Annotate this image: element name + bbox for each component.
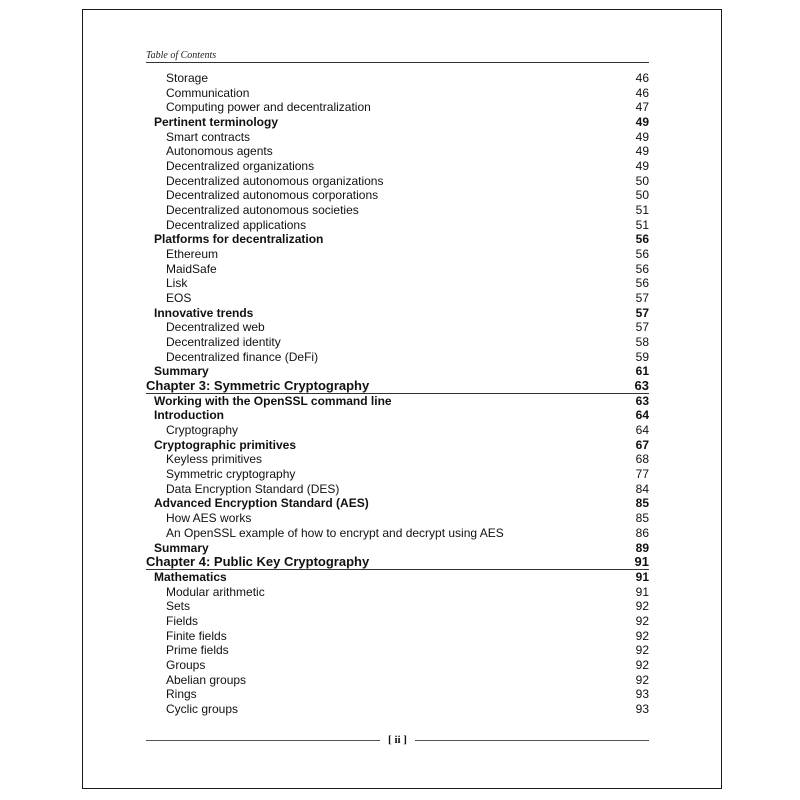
toc-entry-page: 91 [635,584,649,599]
toc-section-entry[interactable] [146,570,649,585]
toc-entry-title: Cyclic groups [166,701,239,716]
running-header: Table of Contents [146,50,217,61]
toc-entry-title: Decentralized web [166,320,265,335]
toc-subsection-entry[interactable] [146,100,649,115]
toc-section-entry[interactable] [146,232,649,247]
toc-entry-title: Decentralized applications [166,217,307,232]
toc-entry-title: Cryptographic primitives [154,437,297,452]
toc-subsection-entry[interactable] [146,262,649,277]
toc-subsection-entry[interactable] [146,144,649,159]
toc-entry-page: 56 [635,276,649,291]
toc-subsection-entry[interactable] [146,130,649,145]
toc-entry-title: An OpenSSL example of how to encrypt and decrypt using AES [166,525,504,540]
toc-subsection-entry[interactable] [146,350,649,365]
toc-entry-page: 92 [635,628,649,643]
toc-entry-title: Decentralized autonomous organizations [166,173,384,188]
toc-entry-title: Groups [166,657,206,672]
toc-section-entry[interactable] [146,394,649,409]
toc-entry-page: 64 [635,423,649,438]
toc-entry-title: Smart contracts [166,129,251,144]
toc-entry-title: Decentralized autonomous societies [166,203,359,218]
toc-subsection-entry[interactable] [146,320,649,335]
toc-entry-page: 89 [635,540,649,555]
toc-entry-page: 57 [635,305,649,320]
toc-entry-title: Finite fields [166,628,227,643]
toc-entry-page: 49 [635,129,649,144]
toc-entry-title: Introduction [154,408,224,423]
toc-entry-title: Ethereum [166,247,219,262]
toc-subsection-entry[interactable] [146,687,649,702]
toc-entry-page: 93 [635,687,649,702]
toc-section-entry[interactable] [146,408,649,423]
table-of-contents [146,71,649,717]
toc-entry-title: Computing power and decentralization [166,100,371,115]
toc-entry-title: How AES works [166,511,252,526]
toc-subsection-entry[interactable] [146,585,649,600]
toc-subsection-entry[interactable] [146,276,649,291]
toc-section-entry[interactable] [146,496,649,511]
toc-entry-page: 57 [635,291,649,306]
toc-subsection-entry[interactable] [146,174,649,189]
toc-entry-page: 51 [635,217,649,232]
toc-entry-title: Cryptography [166,423,239,438]
toc-entry-title: Summary [154,364,209,379]
toc-entry-page: 63 [634,378,649,394]
toc-subsection-entry[interactable] [146,203,649,218]
toc-subsection-entry[interactable] [146,452,649,467]
toc-entry-title: Mathematics [154,569,227,584]
toc-subsection-entry[interactable] [146,526,649,541]
toc-entry-page: 92 [635,672,649,687]
toc-entry-page: 50 [635,188,649,203]
toc-section-entry[interactable] [146,541,649,556]
toc-entry-title: Chapter 4: Public Key Cryptography [146,554,370,570]
page-footer [146,734,649,746]
toc-entry-page: 85 [635,496,649,511]
toc-entry-title: Platforms for decentralization [154,232,324,247]
toc-subsection-entry[interactable] [146,467,649,482]
toc-subsection-entry[interactable] [146,673,649,688]
footer-rule-left [146,740,380,741]
toc-entry-page: 67 [635,437,649,452]
toc-entry-title: Sets [166,599,191,614]
toc-section-entry[interactable] [146,438,649,453]
toc-subsection-entry[interactable] [146,702,649,717]
toc-subsection-entry[interactable] [146,629,649,644]
toc-entry-title: Decentralized finance (DeFi) [166,349,319,364]
toc-entry-title: Keyless primitives [166,452,263,467]
toc-entry-title: Autonomous agents [166,144,273,159]
toc-section-entry[interactable] [146,364,649,379]
toc-entry-page: 92 [635,599,649,614]
toc-entry-page: 56 [635,247,649,262]
toc-entry-page: 86 [635,525,649,540]
toc-entry-page: 59 [635,349,649,364]
toc-entry-page: 92 [635,657,649,672]
toc-subsection-entry[interactable] [146,614,649,629]
toc-entry-page: 57 [635,320,649,335]
toc-entry-title: Decentralized identity [166,335,281,350]
toc-entry-title: Pertinent terminology [154,115,279,130]
toc-entry-page: 64 [635,408,649,423]
toc-entry-page: 58 [635,335,649,350]
toc-entry-title: Prime fields [166,643,229,658]
toc-entry-page: 92 [635,643,649,658]
toc-chapter-entry[interactable] [146,555,649,570]
toc-entry-title: Decentralized autonomous corporations [166,188,379,203]
toc-entry-page: 47 [635,100,649,115]
toc-entry-title: Communication [166,85,250,100]
toc-subsection-entry[interactable] [146,599,649,614]
toc-entry-title: Modular arithmetic [166,584,265,599]
toc-entry-title: EOS [166,291,192,306]
toc-entry-page: 56 [635,261,649,276]
toc-entry-page: 46 [635,71,649,85]
toc-entry-title: Symmetric cryptography [166,467,296,482]
toc-chapter-entry[interactable] [146,379,649,394]
toc-section-entry[interactable] [146,306,649,321]
toc-entry-title: Fields [166,613,199,628]
toc-entry-title: Abelian groups [166,672,247,687]
toc-entry-page: 92 [635,613,649,628]
toc-subsection-entry[interactable] [146,658,649,673]
toc-entry-page: 63 [635,393,649,408]
toc-entry-page: 56 [635,232,649,247]
toc-entry-title: Summary [154,540,209,555]
toc-subsection-entry[interactable] [146,71,649,86]
toc-subsection-entry[interactable] [146,291,649,306]
toc-entry-title: Chapter 3: Symmetric Cryptography [146,378,370,394]
toc-entry-page: 93 [635,701,649,716]
toc-subsection-entry[interactable] [146,86,649,101]
toc-entry-title: MaidSafe [166,261,217,276]
toc-subsection-entry[interactable] [146,218,649,233]
toc-entry-title: Lisk [166,276,188,291]
toc-entry-page: 61 [635,364,649,379]
toc-entry-page: 49 [635,159,649,174]
toc-entry-page: 84 [635,481,649,496]
toc-entry-page: 68 [635,452,649,467]
toc-entry-page: 85 [635,511,649,526]
toc-entry-title: Decentralized organizations [166,159,315,174]
toc-entry-page: 49 [635,115,649,130]
page-corner-fold [701,9,722,16]
toc-entry-page: 46 [635,85,649,100]
toc-subsection-entry[interactable] [146,511,649,526]
toc-entry-title: Working with the OpenSSL command line [154,393,392,408]
toc-entry-title: Advanced Encryption Standard (AES) [154,496,369,511]
toc-entry-page: 50 [635,173,649,188]
toc-entry-page: 91 [634,554,649,570]
toc-entry-page: 77 [635,467,649,482]
toc-entry-title: Data Encryption Standard (DES) [166,481,340,496]
toc-entry-title: Innovative trends [154,305,254,320]
page-number: [ ii ] [388,734,407,746]
toc-entry-page: 91 [635,569,649,584]
toc-entry-title: Rings [166,687,197,702]
toc-entry-title: Storage [166,71,209,85]
toc-subsection-entry[interactable] [146,247,649,262]
toc-subsection-entry[interactable] [146,482,649,497]
toc-section-entry[interactable] [146,115,649,130]
toc-subsection-entry[interactable] [146,159,649,174]
toc-subsection-entry[interactable] [146,423,649,438]
toc-entry-page: 49 [635,144,649,159]
header-rule [146,62,649,63]
footer-rule-right [415,740,649,741]
toc-subsection-entry[interactable] [146,335,649,350]
toc-subsection-entry[interactable] [146,188,649,203]
toc-subsection-entry[interactable] [146,643,649,658]
toc-entry-page: 51 [635,203,649,218]
